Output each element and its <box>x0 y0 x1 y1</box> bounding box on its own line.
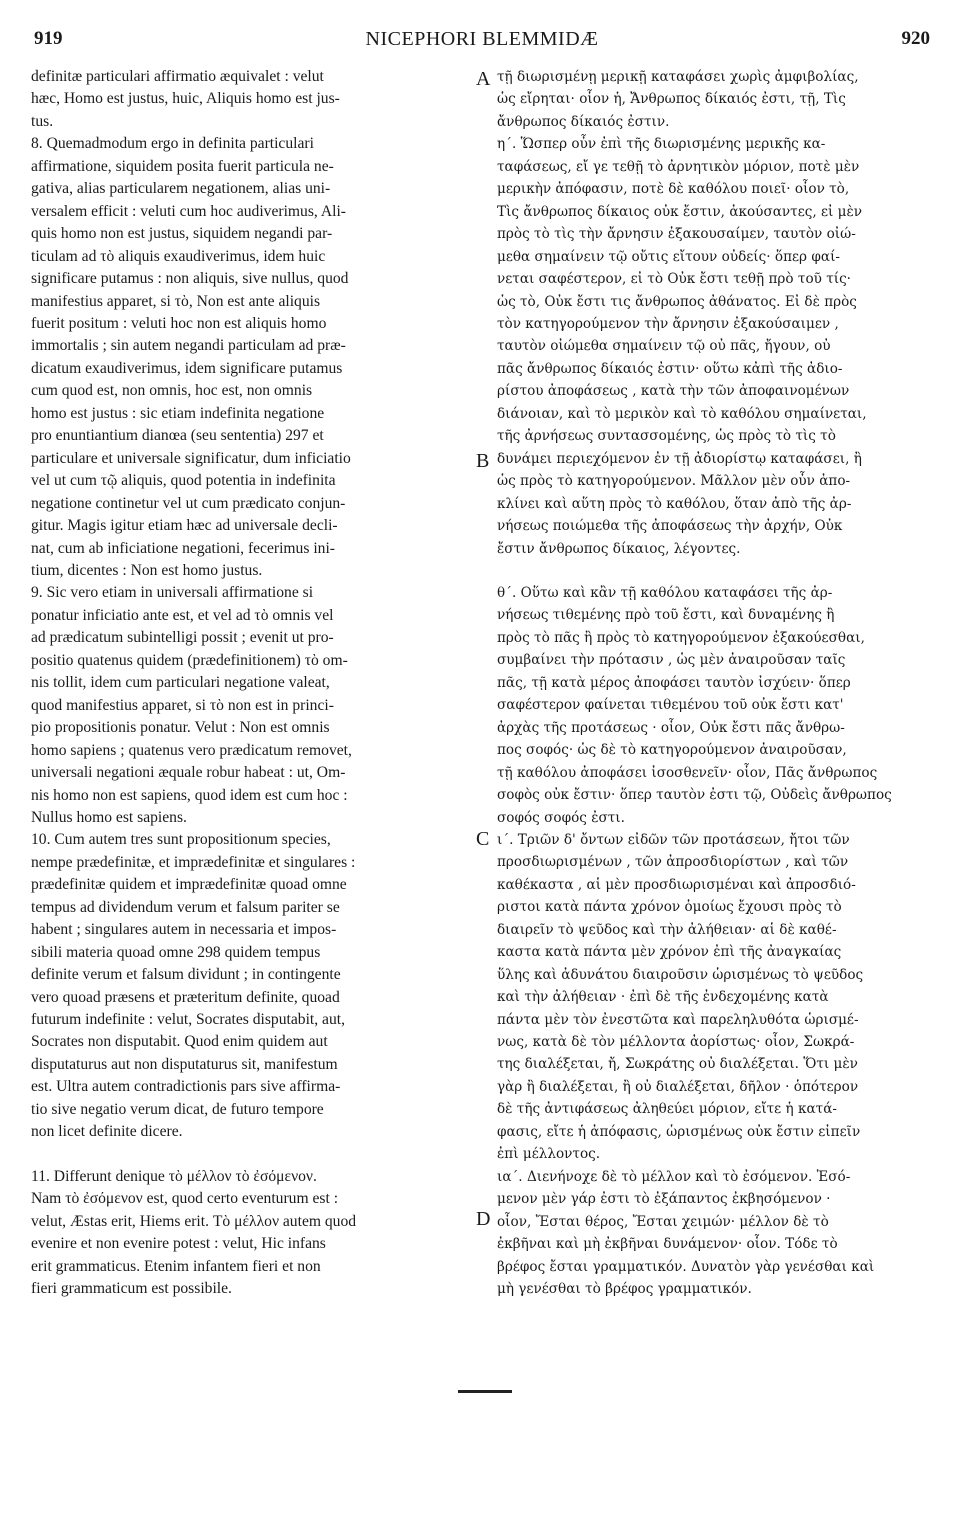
greek-line: γὰρ ἢ διαλέξεται, ἢ οὐ διαλέξεται, δῆλον · ὁπότερον <box>497 1078 859 1095</box>
greek-line: καστα κατὰ πάντα μὲν χρόνον ἐπὶ τῆς ἀναγκαίας <box>497 944 842 961</box>
latin-line: quod manifestius apparet, si τὸ non est in princi- <box>31 696 334 714</box>
greek-line: δυνάμει περιεχόμενον ἐν τῇ ἀδιορίστῳ καταφάσει, ἢ <box>497 450 862 467</box>
greek-line: μεθα σημαίνειν τῷ οὔτις εἴτουν οὐδείς· ὅπερ φαί- <box>497 248 840 265</box>
latin-line: Socrates non disputabit. Quod enim quidem aut <box>31 1033 328 1051</box>
end-rule <box>458 1390 512 1393</box>
greek-line: μερικὴν ἀπόφασιν, ποτὲ δὲ καθόλου ποιεῖ· οἷον τὸ, <box>497 181 850 198</box>
latin-line: definitæ particulari affirmatio æquivalet : velut <box>31 68 324 85</box>
latin-line: particulare et universale significatur, dum inficiatio <box>31 449 351 467</box>
greek-line: νως, κατὰ δὲ τὸν μέλλοντα ἀορίστως· οἷον, Σωκρά- <box>497 1034 855 1051</box>
greek-line: τῇ διωρισμένῃ μερικῇ καταφάσει χωρὶς ἀμφιβολίας, <box>497 69 859 85</box>
latin-line: gitur. Magis igitur etiam hæc ad universale decli- <box>31 517 338 535</box>
greek-line: νεται σαφέστερον, εἰ τὸ Οὐκ ἔστι τεθῇ πρὸ τοῦ τίς· <box>497 271 852 288</box>
greek-line: καὶ τὴν ἀλήθειαν · ἐπὶ δὲ τῆς ἐνδεχομένης κατὰ <box>497 989 829 1006</box>
latin-line: positio quatenus quidem (prædefinitionem) τὸ om- <box>31 651 348 669</box>
latin-line: Nullus homo est sapiens. <box>31 808 187 826</box>
latin-line: velut, Æstas erit, Hiems erit. Τὸ μέλλον autem quod <box>31 1212 357 1230</box>
latin-line: Nam τὸ ἐσόμενον est, quod certo eventurum est : <box>31 1190 339 1208</box>
latin-line: significare putamus : non aliquis, sive nullus, quod <box>31 270 349 288</box>
greek-line: δὲ τῆς ἀντιφάσεως ἀληθεύει μόριον, εἴτε ἡ κατά- <box>497 1101 837 1118</box>
greek-line: θ΄. Οὕτω καὶ κἂν τῇ καθόλου καταφάσει τῆς ἀρ- <box>497 584 833 601</box>
greek-line: Τὶς ἄνθρωπος δίκαιος οὐκ ἔστιν, ἀκούσαντες, εἰ μὲν <box>497 203 863 220</box>
latin-line: vero quoad præsens et præteritum definite, quoad <box>31 988 340 1006</box>
greek-line: η΄. Ὥσπερ οὖν ἐπὶ τῆς διωρισμένης μερικῆς κα- <box>497 136 826 153</box>
latin-line: ponatur inficiatio ante est, et vel ad τὸ omnis vel <box>31 606 334 624</box>
greek-line: τὸν κατηγορούμενον τὴν ἄρνησιν ἐξακούσαιμεν , <box>497 315 839 332</box>
page-header <box>30 28 934 58</box>
latin-line: ad prædicatum subintelligi possit ; evenit ut pro- <box>31 629 334 647</box>
latin-line: pro enuntiantium dianœa (seu sententia) 297 et <box>31 427 324 445</box>
latin-line: 9. Sic vero etiam in universali affirmatione si <box>31 584 314 602</box>
greek-line: τῆς ἀρνήσεως συντασσομένης, ὡς πρὸς τὸ τὶς τὸ <box>497 428 836 445</box>
latin-line: sibili materia quoad omne 298 quidem tempus <box>31 943 321 961</box>
greek-line: φασις, εἴτε ἡ ἀπόφασις, ὡρισμένως οὐκ ἔστιν εἰπεῖν <box>497 1123 861 1140</box>
latin-line: non licet definite dicere. <box>31 1123 183 1141</box>
greek-line: νήσεως ποιώμεθα τῆς ἀποφάσεως τὴν ἀρχήν, Οὐκ <box>497 518 843 535</box>
greek-line: ἄνθρωπος δίκαιός ἐστιν. <box>497 113 670 130</box>
latin-line: quis homo non est justus, siquidem negandi par- <box>31 225 333 243</box>
latin-line: dicatum exaudiverimus, idem significare putamus <box>31 359 343 377</box>
latin-line: disputaturus aut non disputaturus sit, manifestum <box>31 1055 338 1073</box>
margin-marker-d: D <box>476 1208 491 1230</box>
greek-line: οἷον, Ἔσται θέρος, Ἔσται χειμών· μέλλον δὲ τὸ <box>497 1213 829 1230</box>
latin-line: nis homo non est sapiens, quod idem est cum hoc : <box>31 786 348 804</box>
latin-line: universali negationi æquale robur habeat : ut, Om- <box>31 764 346 782</box>
latin-line: erit grammaticus. Etenim infantem fieri et non <box>31 1257 321 1275</box>
greek-line: πος σοφός· ὡς δὲ τὸ κατηγορούμενον ἀναιροῦσαν, <box>497 742 847 759</box>
greek-line: προσδιωρισμένων , τῶν ἀπροσδιορίστων , καὶ τῶν <box>497 854 849 871</box>
latin-line: definite verum et falsum dividunt ; in contingente <box>31 966 341 984</box>
greek-line: ριστοι κατὰ πάντα χρόνον ὁμοίως ἔχουσι πρὸς τὸ <box>497 899 842 916</box>
latin-line: hæc, Homo est justus, huic, Aliquis homo est jus- <box>31 90 340 108</box>
latin-line: evenire et non evenire potest : velut, Hic infans <box>31 1235 326 1253</box>
greek-line: ὕλης καὶ ἀδυνάτου διαιροῦσιν ὡρισμένως τὸ ψεῦδος <box>497 966 864 983</box>
latin-line: tus. <box>31 112 54 130</box>
latin-line: homo sapiens ; quatenus vero prædicatum removet, <box>31 741 352 759</box>
latin-line: nis tollit, idem cum particulari negatione valeat, <box>31 674 330 692</box>
greek-line: της διαλέξεται, ἤ, Σωκράτης οὐ διαλέξεται. Ὅτι μὲν <box>497 1056 858 1073</box>
greek-line: τῇ καθόλου ἀποφάσει ἰσοσθενεῖν· οἷον, Πᾶς ἄνθρωπος <box>497 764 878 781</box>
latin-line: nempe prædefinitæ, et imprædefinitæ et singulares : <box>31 853 356 871</box>
margin-marker-c: C <box>476 828 490 850</box>
margin-marker-b: B <box>476 450 490 472</box>
greek-line: σοφὸς οὐκ ἔστιν· ὅπερ ταυτὸν ἐστι τῷ, Οὐδεὶς ἄνθρωπος <box>497 787 892 804</box>
greek-line: ὡς εἴρηται· οἷον ἡ, Ἄνθρωπος δίκαιός ἐστι, τῇ, Τὶς <box>497 91 846 108</box>
page-number-right: 920 <box>901 28 930 49</box>
greek-line: ἐπὶ μέλλοντος. <box>497 1146 601 1163</box>
latin-line: fuerit positum : veluti hoc non est aliquis homo <box>31 314 327 332</box>
latin-line: futurum indefinite : velut, Socrates disputabit, aut, <box>31 1011 345 1029</box>
latin-line: prædefinitæ quidem et imprædefinitæ quoad omne <box>31 876 347 894</box>
greek-line: ὡς πρὸς τὸ κατηγορούμενον. Μᾶλλον μὲν οὖν ἀπο- <box>497 473 851 490</box>
latin-line: homo est justus : sic etiam indefinita negatione <box>31 404 325 422</box>
greek-column <box>497 66 937 1300</box>
margin-marker-a: A <box>476 68 491 90</box>
greek-line: ταυτὸν οἰώμεθα σημαίνειν τῷ οὐ πᾶς, ἤγουν, οὐ <box>497 338 831 355</box>
latin-line: pio propositionis ponatur. Velut : Non est omnis <box>31 719 330 737</box>
latin-line: 10. Cum autem tres sunt propositionum species, <box>31 831 331 849</box>
latin-line: habent ; singulares autem in necessaria et impos- <box>31 921 337 939</box>
greek-line: νήσεως τιθεμένης πρὸ τοῦ ἔστι, καὶ δυναμένης ἢ <box>497 607 835 624</box>
latin-line: 11. Differunt denique τὸ μέλλον τὸ ἐσόμενον. <box>31 1167 317 1185</box>
latin-line: est. Ultra autem contradictionis pars sive affirma- <box>31 1078 341 1096</box>
latin-line: cum quod est, non omnis, hoc est, non omnis <box>31 382 313 400</box>
greek-line: ἀρχὰς τῆς προτάσεως · οἷον, Οὐκ ἔστι πᾶς ἄνθρω- <box>497 719 845 736</box>
latin-column <box>31 66 471 1300</box>
greek-line: καθέκαστα , αἱ μὲν προσδιωρισμέναι καὶ ἀπροσδιό- <box>497 876 856 893</box>
greek-line: ια΄. Διενήνοχε δὲ τὸ μέλλον καὶ τὸ ἐσόμενον. Ἐσό- <box>497 1168 851 1185</box>
greek-line: ὡς τὸ, Οὐκ ἔστι τις ἄνθρωπος ἀθάνατος. Εἰ δὲ πρὸς <box>497 293 857 310</box>
latin-line: ticulam ad τὸ aliquis exaudiverimus, idem huic <box>31 247 326 265</box>
greek-line: διάνοιαν, καὶ τὸ μερικὸν καὶ τὸ καθόλου σημαίνεται, <box>497 405 867 422</box>
latin-line: tempus ad dividendum verum et falsum pariter se <box>31 898 340 916</box>
greek-line: ρίστου ἀποφάσεως , κατὰ τὴν τῶν ἀποφαινομένων <box>497 383 850 400</box>
greek-line: βρέφος ἔσται γραμματικόν. Δυνατὸν γὰρ γενέσθαι καὶ <box>497 1258 875 1275</box>
latin-line: nat, cum ab inficiatione negationi, fecerimus ini- <box>31 539 335 557</box>
greek-line: μενον μὲν γάρ ἐστι τὸ ἐξάπαντος ἐκβησόμενον · <box>497 1191 831 1208</box>
greek-line: ταφάσεως, εἴ γε τεθῇ τὸ ἀρνητικὸν μόριον, ποτὲ μὲν <box>497 158 860 175</box>
greek-line: πάντα μὲν τὸν ἐνεστῶτα καὶ παρεληλυθότα ὡρισμέ- <box>497 1011 859 1028</box>
latin-line: 8. Quemadmodum ergo in definita particulari <box>31 135 314 153</box>
greek-line: ι΄. Τριῶν δ' ὄντων εἰδῶν τῶν προτάσεων, ἤτοι τῶν <box>497 831 850 848</box>
greek-line: πᾶς, τῇ κατὰ μέρος ἀποφάσει ταυτὸν ἰσχύειν· ὅπερ <box>497 674 851 691</box>
greek-line: ἔστιν ἄνθρωπος δίκαιος, λέγοντες. <box>497 540 741 557</box>
latin-line: immortalis ; sin autem negandi particulam ad præ- <box>31 337 346 355</box>
greek-line: πρὸς τὸ πᾶς ἢ πρὸς τὸ κατηγορούμενον ἐξακούεσθαι, <box>497 629 865 646</box>
greek-line: μὴ γενέσθαι τὸ βρέφος γραμματικόν. <box>497 1281 752 1298</box>
greek-line: συμβαίνει τὴν πρότασιν , ὡς μὲν ἀναιροῦσαν ταῖς <box>497 652 846 669</box>
latin-line: tium, dicentes : Non est homo justus. <box>31 561 263 579</box>
latin-line: tio sive negatio verum dicat, de futuro tempore <box>31 1100 324 1118</box>
greek-line: κλίνει καὶ αὕτη πρὸς τὸ καθόλου, ὅταν ἀπὸ τῆς ἀρ- <box>497 495 852 512</box>
latin-line: affirmatione, siquidem posita fuerit particula ne- <box>31 157 334 175</box>
greek-line: σαφέστερον φαίνεται τιθεμένου τοῦ οὐκ ἔστι κατ' <box>497 697 844 714</box>
latin-line: negatione continetur vel ut cum prædicato conjun- <box>31 494 346 512</box>
latin-line: fieri grammaticum est possibile. <box>31 1280 232 1298</box>
latin-line: versalem efficit : veluti cum hoc audiverimus, Ali- <box>31 202 346 220</box>
greek-line: πρὸς τὸ τὶς τὴν ἄρνησιν ἐξακουσαίμεν, ταυτὸν οἰώ- <box>497 226 856 243</box>
greek-line: πᾶς ἄνθρωπος δίκαιός ἐστιν· οὕτω κἀπὶ τῆς ἀδιο- <box>497 360 843 377</box>
latin-line: vel ut cum τῷ aliquis, quod potentia in indefinita <box>31 472 336 490</box>
page-number-left: 919 <box>34 28 63 49</box>
greek-line: διαιρεῖν τὸ ψεῦδος καὶ τὴν ἀλήθειαν· αἱ δὲ καθέ- <box>497 921 837 938</box>
greek-line: ἐκβῆναι καὶ μὴ ἐκβῆναι δυνάμενον· οἷον. Τόδε τὸ <box>497 1236 838 1253</box>
running-title: NICEPHORI BLEMMIDÆ <box>365 28 599 50</box>
latin-line: gativa, alias particularem negationem, alias uni- <box>31 180 331 198</box>
greek-line: σοφός σοφός ἐστι. <box>497 809 625 826</box>
latin-line: manifestius apparet, si τὸ, Non est ante aliquis <box>31 292 321 310</box>
